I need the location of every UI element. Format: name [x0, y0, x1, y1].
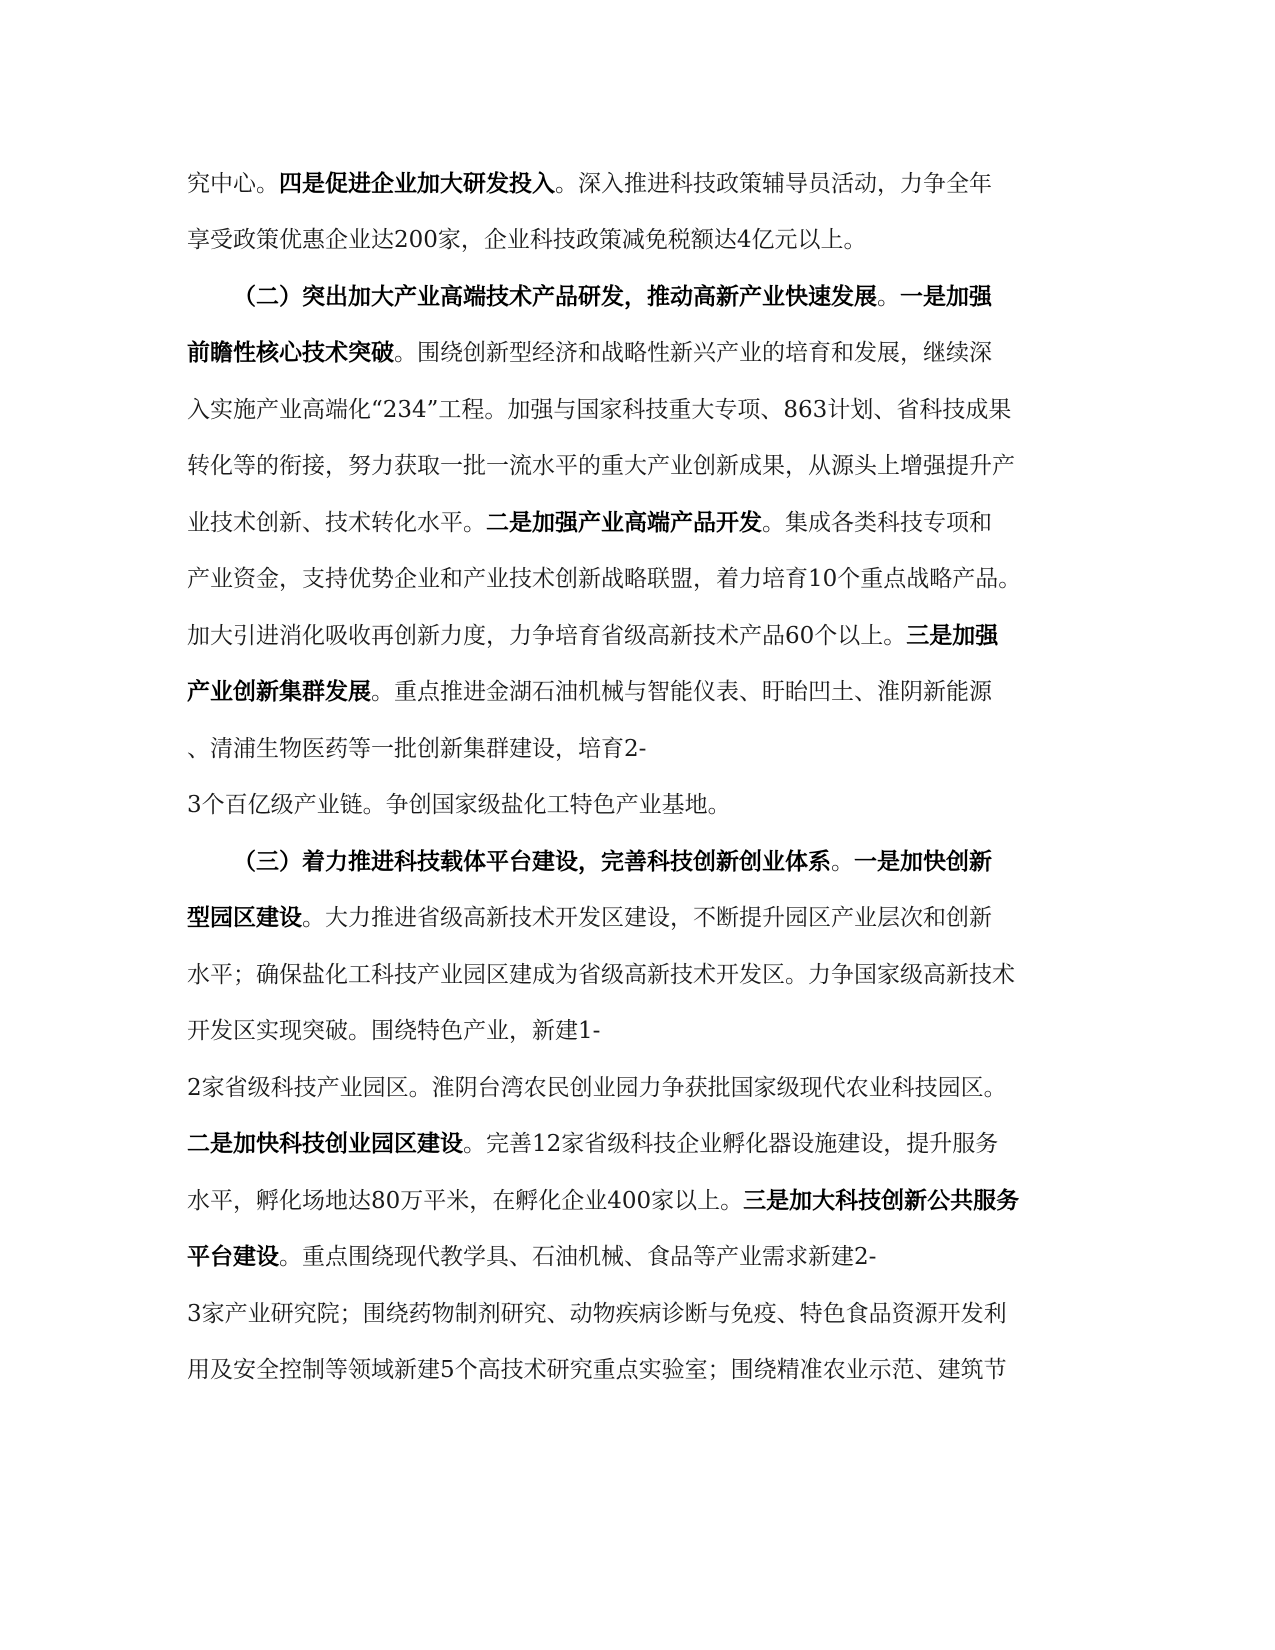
bold-heading-run: 前瞻性核心技术突破 — [187, 339, 394, 366]
text-run: 。重点推进金湖石油机械与智能仪表、盱眙凹土、淮阴新能源 — [371, 679, 992, 705]
bold-heading-run: 二是加快科技创业园区建设 — [187, 1130, 463, 1157]
text-line — [187, 663, 1087, 721]
text-line — [187, 1115, 1087, 1173]
text-run: 享受政策优惠企业达200家，企业科技政策减免税额达4亿元以上。 — [187, 227, 867, 253]
text-line — [187, 211, 1087, 269]
text-line — [187, 776, 1087, 834]
text-run: 究中心。 — [187, 171, 279, 197]
section-heading: （二）突出加大产业高端技术产品研发，推动高新产业快速发展 — [233, 283, 877, 310]
text-line — [187, 1228, 1087, 1286]
text-line — [187, 946, 1087, 1004]
text-line — [187, 494, 1087, 552]
bold-heading-run: 四是促进企业加大研发投入 — [279, 170, 555, 197]
section-heading-line — [233, 268, 1133, 326]
text-run: 业技术创新、技术转化水平。 — [187, 510, 486, 536]
text-line — [187, 324, 1087, 382]
bold-heading-run: 一是加强 — [900, 283, 992, 310]
section-heading: （三）着力推进科技载体平台建设，完善科技创新创业体系 — [233, 848, 831, 875]
text-run: 加大引进消化吸收再创新力度，力争培育省级高新技术产品60个以上。 — [187, 623, 907, 649]
text-run: 。大力推进省级高新技术开发区建设，不断提升园区产业层次和创新 — [302, 905, 992, 931]
bold-heading-run: 产业创新集群发展 — [187, 678, 371, 705]
bold-heading-run: 三是加大科技创新公共服务 — [743, 1187, 1020, 1214]
bold-heading-run: 三是加强 — [906, 622, 999, 649]
bold-heading-run: 一是加快创新 — [854, 848, 992, 875]
text-run: 。 — [877, 284, 900, 310]
text-run: 用及安全控制等领域新建5个高技术研究重点实验室；围绕精准农业示范、建筑节 — [187, 1357, 1007, 1383]
text-run: 3家产业研究院；围绕药物制剂研究、动物疾病诊断与免疫、特色食品资源开发利 — [187, 1301, 1007, 1327]
text-run: 、清浦生物医药等一批创新集群建设，培育2- — [187, 736, 647, 762]
text-run: 水平；确保盐化工科技产业园区建成为省级高新技术开发区。力争国家级高新技术 — [187, 962, 1015, 988]
text-run: 产业资金，支持优势企业和产业技术创新战略联盟，着力培育10个重点战略产品。 — [187, 566, 1022, 592]
text-run: 。围绕创新型经济和战略性新兴产业的培育和发展，继续深 — [394, 340, 992, 366]
text-line — [187, 155, 1087, 213]
text-line — [187, 1172, 1087, 1230]
text-run: 。重点围绕现代教学具、石油机械、食品等产业需求新建2- — [279, 1244, 877, 1270]
text-run: 。集成各类科技专项和 — [762, 510, 992, 536]
text-line — [187, 1285, 1087, 1343]
section-heading-line — [233, 833, 1133, 891]
text-line — [187, 550, 1087, 608]
text-run: 入实施产业高端化“234”工程。加强与国家科技重大专项、863计划、省科技成果 — [187, 397, 1012, 423]
bold-heading-run: 平台建设 — [187, 1243, 279, 1270]
text-line — [187, 381, 1087, 439]
text-line — [187, 437, 1087, 495]
text-run: 。 — [831, 849, 854, 875]
text-run: 。完善12家省级科技企业孵化器设施建设，提升服务 — [463, 1131, 999, 1157]
text-line — [187, 1002, 1087, 1060]
text-line — [187, 720, 1087, 778]
text-run: 开发区实现突破。围绕特色产业，新建1- — [187, 1018, 601, 1044]
text-line — [187, 1059, 1087, 1117]
text-line — [187, 889, 1087, 947]
bold-heading-run: 二是加强产业高端产品开发 — [486, 509, 762, 536]
text-run: 3个百亿级产业链。争创国家级盐化工特色产业基地。 — [187, 792, 731, 818]
text-run: 水平，孵化场地达80万平米，在孵化企业400家以上。 — [187, 1188, 744, 1214]
text-run: 。深入推进科技政策辅导员活动，力争全年 — [555, 171, 992, 197]
text-line — [187, 607, 1087, 665]
text-line — [187, 1341, 1087, 1399]
text-run: 2家省级科技产业园区。淮阴台湾农民创业园力争获批国家级现代农业科技园区。 — [187, 1075, 1007, 1101]
bold-heading-run: 型园区建设 — [187, 904, 302, 931]
text-run: 转化等的衔接，努力获取一批一流水平的重大产业创新成果，从源头上增强提升产 — [187, 453, 1015, 479]
